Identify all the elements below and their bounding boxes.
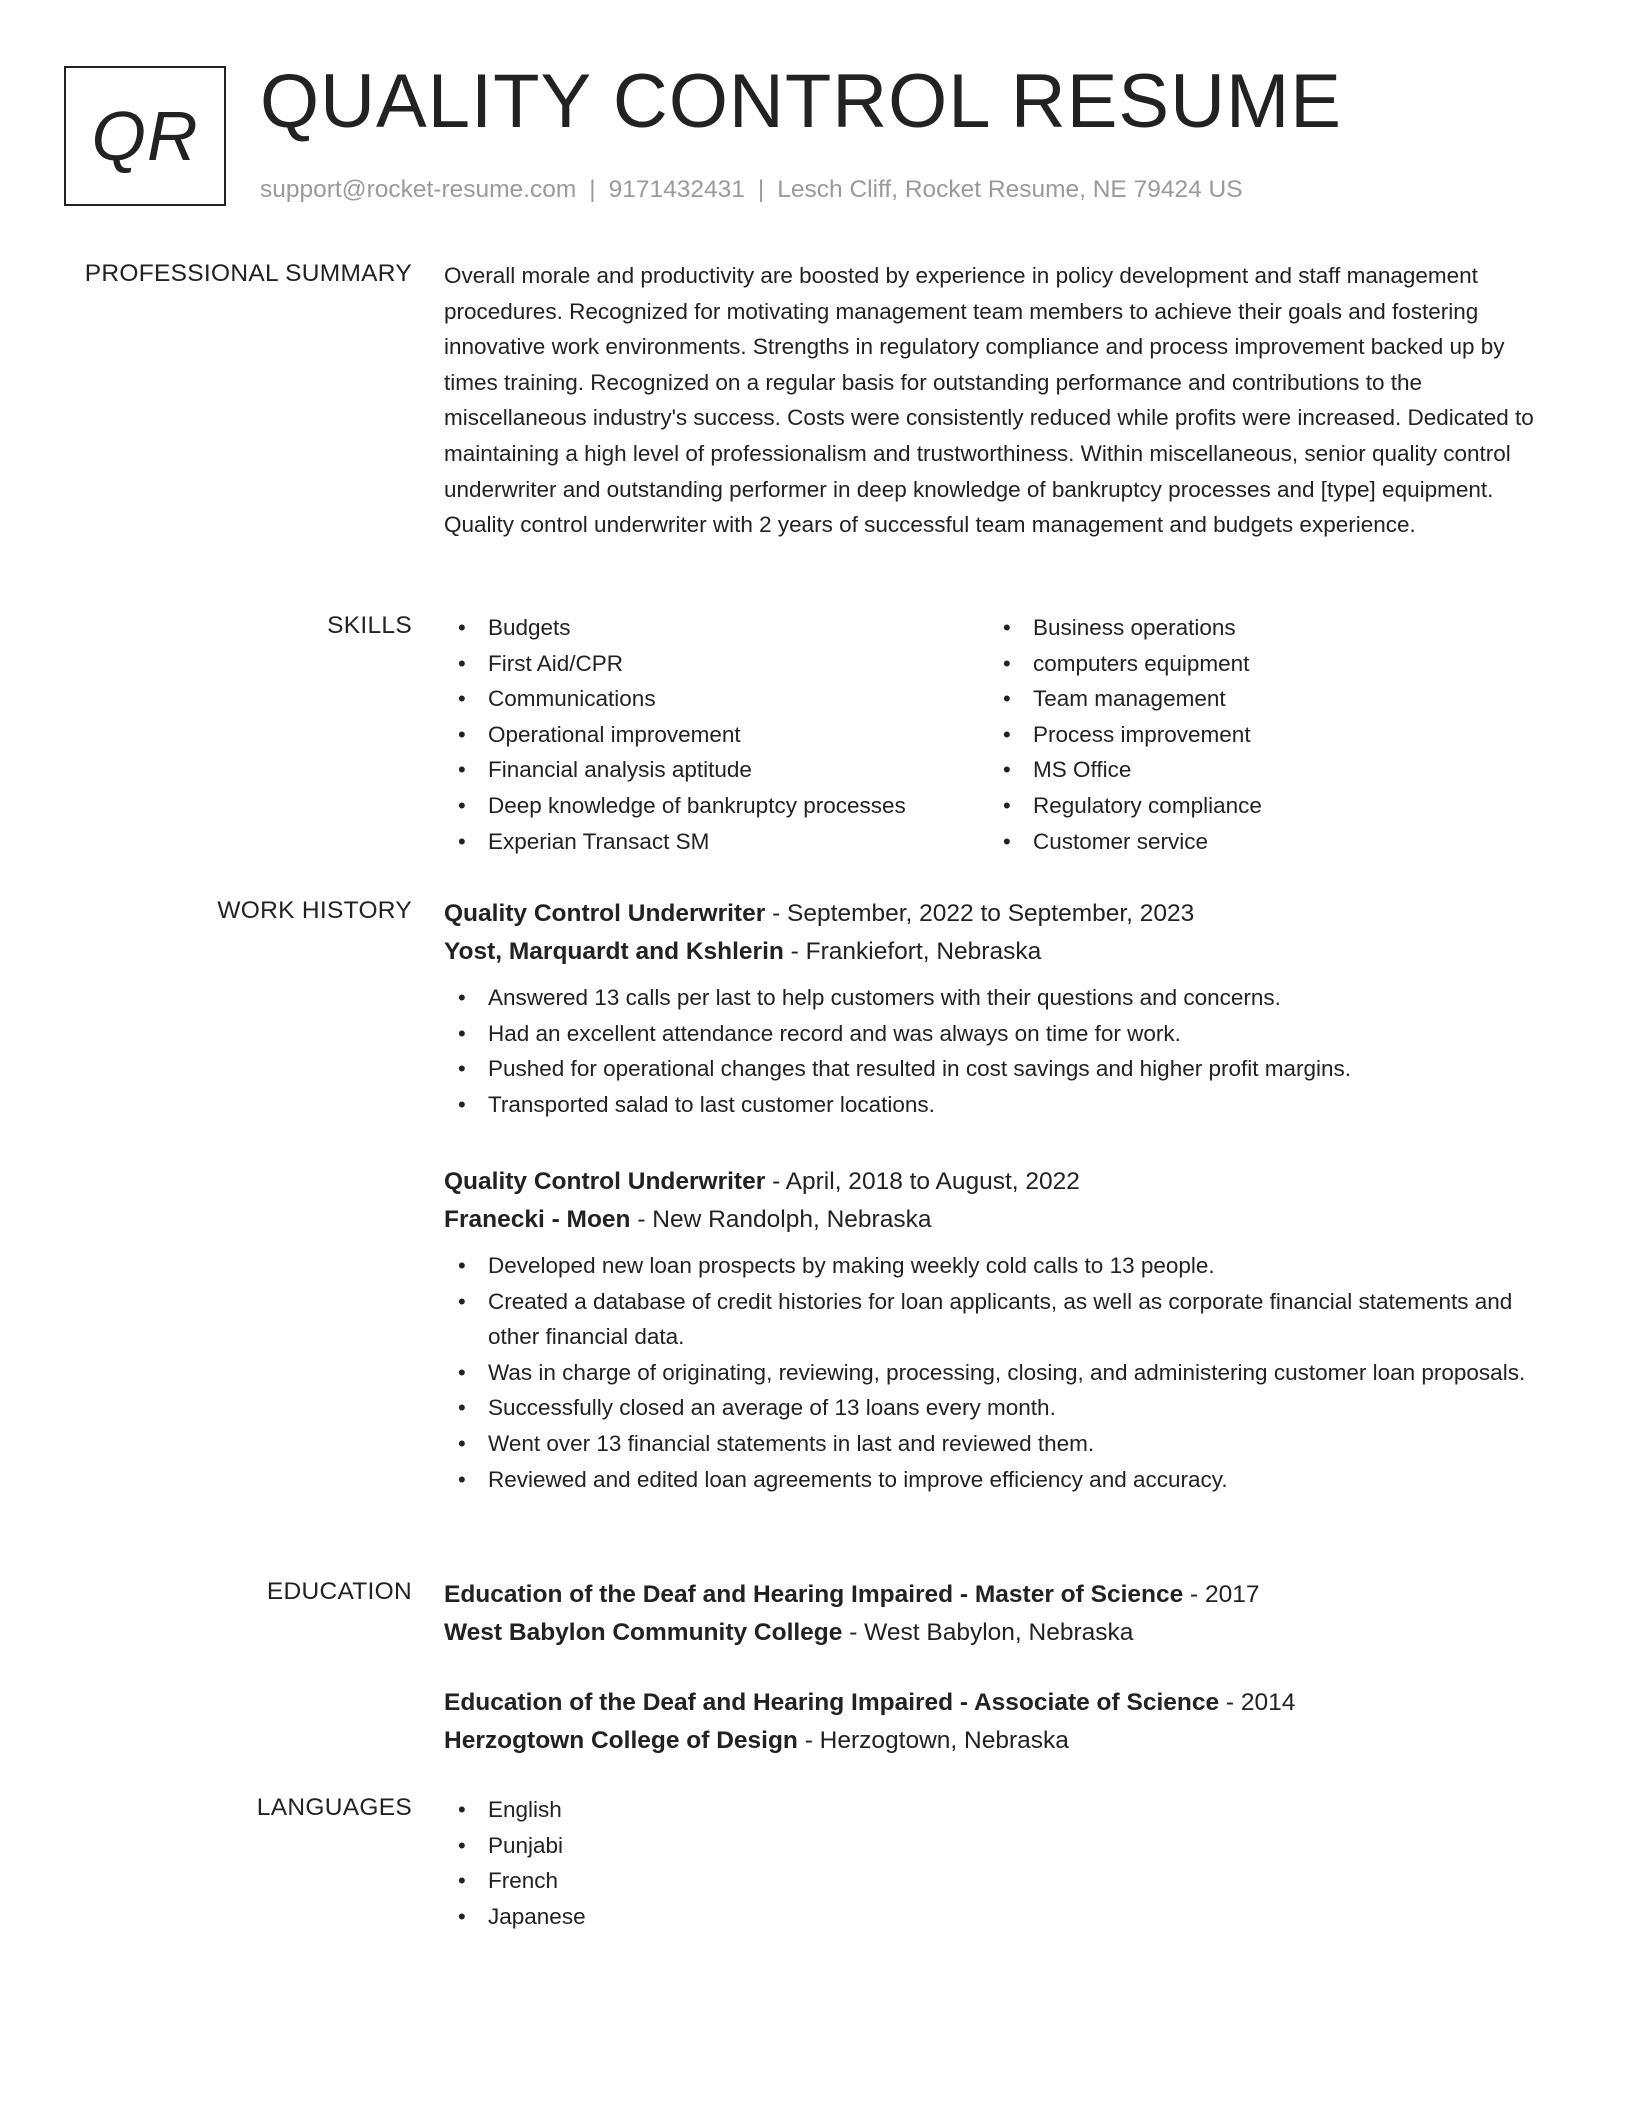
job-location: - New Randolph, Nebraska	[630, 1205, 932, 1233]
degree-line	[444, 1576, 1544, 1614]
contact-email: support@rocket-resume.com	[260, 176, 577, 203]
skill-item: • computers equipment	[989, 646, 1262, 682]
skill-item: • Deep knowledge of bankruptcy processes	[444, 788, 906, 824]
skill-item: • Communications	[444, 681, 906, 717]
skill-item: • Process improvement	[989, 717, 1262, 753]
skill-item: • First Aid/CPR	[444, 646, 906, 682]
summary-content	[444, 258, 1544, 543]
languages-list	[444, 1792, 1544, 1934]
job-duty: • Transported salad to last customer locations.	[444, 1087, 1544, 1123]
degree-year: - 2014	[1219, 1689, 1296, 1716]
language-item: • Japanese	[444, 1899, 1544, 1935]
school-name: Herzogtown College of Design	[444, 1726, 798, 1754]
job-title-line	[444, 1163, 1544, 1201]
contact-separator: |	[589, 176, 596, 203]
contact-phone: 9171432431	[608, 176, 745, 203]
school-name: West Babylon Community College	[444, 1618, 843, 1646]
job-company: Yost, Marquardt and Kshlerin	[444, 937, 784, 965]
job-duty: • Pushed for operational changes that resulted in cost savings and higher profit margins.	[444, 1051, 1544, 1087]
school-location: - West Babylon, Nebraska	[842, 1618, 1134, 1646]
section-label-skills: SKILLS	[327, 612, 412, 639]
job-company: Franecki - Moen	[444, 1205, 631, 1233]
job-entry	[444, 895, 1544, 1122]
job-duty: • Created a database of credit histories for loan applicants, as well as corporate financial statements and other financial data.	[444, 1284, 1544, 1355]
education-entry	[444, 1576, 1544, 1651]
skills-list-right	[989, 610, 1262, 859]
contact-separator: |	[757, 176, 765, 203]
skill-item: • Financial analysis aptitude	[444, 752, 906, 788]
job-duty: • Developed new loan prospects by making weekly cold calls to 13 people.	[444, 1248, 1544, 1284]
job-company-line	[444, 933, 1544, 971]
job-duties	[444, 980, 1544, 1122]
language-item: • French	[444, 1863, 1544, 1899]
monogram-logo: QR	[64, 66, 226, 206]
job-title: Quality Control Underwriter	[444, 900, 766, 927]
language-item: • Punjabi	[444, 1828, 1544, 1864]
job-duty: • Successfully closed an average of 13 loans every month.	[444, 1390, 1544, 1426]
language-item: • English	[444, 1792, 1544, 1828]
job-location: - Frankiefort, Nebraska	[783, 937, 1042, 965]
skill-item: • Experian Transact SM	[444, 824, 906, 860]
education-entry	[444, 1684, 1544, 1759]
job-duty: • Went over 13 financial statements in last and reviewed them.	[444, 1426, 1544, 1462]
school-location: - Herzogtown, Nebraska	[797, 1726, 1069, 1754]
skill-item: • Team management	[989, 681, 1262, 717]
job-duty: • Answered 13 calls per last to help customers with their questions and concerns.	[444, 980, 1544, 1016]
skills-list-left	[444, 610, 906, 859]
skill-item: • Customer service	[989, 824, 1262, 860]
job-title: Quality Control Underwriter	[444, 1168, 766, 1195]
job-duty: • Was in charge of originating, reviewing, processing, closing, and administering customer loan proposals.	[444, 1355, 1544, 1391]
contact-address: Lesch Cliff, Rocket Resume, NE 79424 US	[777, 176, 1243, 203]
degree-name: Education of the Deaf and Hearing Impaired - Master of Science	[444, 1581, 1184, 1608]
school-line	[444, 1614, 1544, 1652]
resume-title: QUALITY CONTROL RESUME	[260, 59, 1342, 144]
section-label-work-history: WORK HISTORY	[217, 897, 412, 924]
section-label-education: EDUCATION	[266, 1578, 412, 1605]
job-dates: - April, 2018 to August, 2022	[765, 1168, 1080, 1195]
skill-item: • Business operations	[989, 610, 1262, 646]
skill-item: • Operational improvement	[444, 717, 906, 753]
degree-name: Education of the Deaf and Hearing Impaired - Associate of Science	[444, 1689, 1220, 1716]
contact-line	[260, 174, 1243, 206]
school-line	[444, 1722, 1544, 1760]
languages-content	[444, 1792, 1544, 1934]
job-dates: - September, 2022 to September, 2023	[765, 900, 1195, 927]
section-label-languages: LANGUAGES	[256, 1794, 412, 1821]
summary-text: Overall morale and productivity are boosted by experience in policy development and staff management procedures. Recognized for motivating management team members to achieve their goals and fostering innovative work environments. Strengths in regulatory compliance and process improvement backed up by times training. Recognized on a regular basis for outstanding performance and contributions to the miscellaneous industry's success. Costs were consistently reduced while profits were increased. Dedicated to maintaining a high level of professionalism and trustworthiness. Within miscellaneous, senior quality control underwriter and outstanding performer in deep knowledge of bankruptcy processes and [type] equipment. Quality control underwriter with 2 years of successful team management and budgets experience.	[444, 263, 1534, 538]
job-company-line	[444, 1201, 1544, 1239]
skill-item: • Regulatory compliance	[989, 788, 1262, 824]
job-entry	[444, 1163, 1544, 1497]
job-title-line	[444, 895, 1544, 933]
job-duty: • Had an excellent attendance record and was always on time for work.	[444, 1016, 1544, 1052]
skill-item: • MS Office	[989, 752, 1262, 788]
section-label-summary: PROFESSIONAL SUMMARY	[84, 260, 412, 287]
degree-line	[444, 1684, 1544, 1722]
job-duties	[444, 1248, 1544, 1497]
job-duty: • Reviewed and edited loan agreements to improve efficiency and accuracy.	[444, 1462, 1544, 1498]
skill-item: • Budgets	[444, 610, 906, 646]
degree-year: - 2017	[1183, 1581, 1260, 1608]
